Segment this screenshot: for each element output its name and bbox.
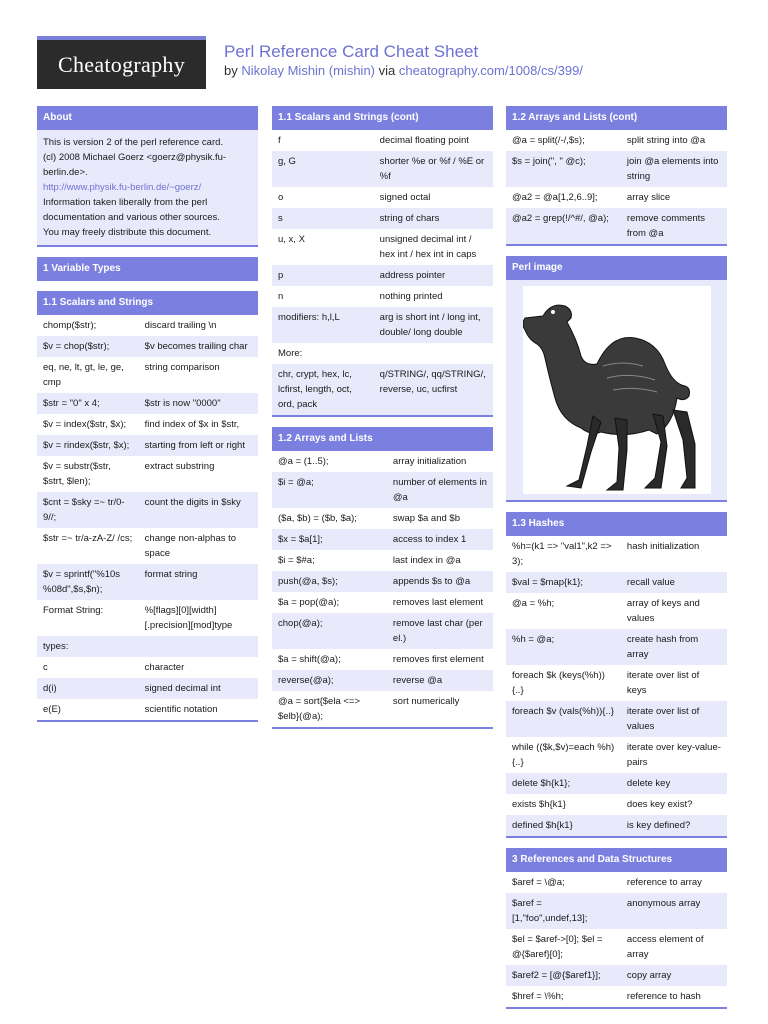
table-row [506, 665, 727, 701]
row-description: decimal floating point [379, 135, 469, 146]
table-row [272, 364, 493, 415]
table-row [37, 336, 258, 357]
arrays-cont-title: 1.2 Arrays and Lists (cont) [506, 106, 727, 130]
row-key: $v = chop($str); [43, 341, 110, 352]
row-key: reverse(@a); [278, 675, 334, 686]
author-link[interactable]: Nikolay Mishin (mishin) [241, 63, 375, 78]
table-row [37, 699, 258, 720]
row-description: iterate over list of keys [626, 670, 700, 696]
table-row [37, 528, 258, 564]
row-key: $str =~ tr/a-zA-Z/ /cs; [43, 533, 133, 544]
row-description: arg is short int / long int, double/ long double [379, 312, 481, 338]
row-description: does key exist? [626, 799, 693, 810]
column-3 [506, 106, 727, 1019]
arrays-cont-section [506, 106, 727, 246]
row-description: iterate over list of values [626, 706, 700, 732]
row-description: array of keys and values [626, 598, 700, 624]
table-row [272, 208, 493, 229]
table-row [272, 343, 493, 364]
scalars-cont-section [272, 106, 493, 417]
about-line: This is version 2 of the perl reference card. [43, 137, 224, 148]
row-key: chomp($str); [43, 320, 97, 331]
row-key: $val = $map{k1}; [512, 577, 584, 588]
table-row [37, 600, 258, 636]
row-key: foreach $k (keys(%h)){..} [512, 670, 605, 696]
row-description: starting from left or right [144, 440, 245, 451]
about-line: Information taken liberally from the perl documentation and various other sources. [43, 197, 220, 223]
table-row [506, 187, 727, 208]
row-description: reference to array [626, 877, 702, 888]
row-key: $i = $#a; [278, 555, 315, 566]
table-row [37, 414, 258, 435]
row-description: character [144, 662, 185, 673]
column-1 [37, 106, 258, 732]
row-description: %[flags][0][width][.precision][mod]type [144, 605, 233, 631]
row-description: format string [144, 569, 198, 580]
row-description: extract substring [144, 461, 215, 472]
row-key: $aref = \@a; [512, 877, 565, 888]
table-row [37, 678, 258, 699]
scalars-cont-table [272, 130, 493, 415]
table-row [272, 265, 493, 286]
camel-icon [523, 286, 711, 494]
row-description: hash initialization [626, 541, 700, 552]
table-row [272, 508, 493, 529]
scalars-title: 1.1 Scalars and Strings [37, 291, 258, 315]
references-section [506, 848, 727, 1009]
row-description: address pointer [379, 270, 446, 281]
row-description: last index in @a [392, 555, 461, 566]
row-key: $a = shift(@a); [278, 654, 341, 665]
row-key: foreach $v (vals(%h)){..} [512, 706, 614, 717]
table-row [37, 564, 258, 600]
row-key: u, x, X [278, 234, 305, 245]
row-description: reverse @a [392, 675, 443, 686]
about-line: You may freely distribute this document. [43, 227, 212, 238]
row-key: ($a, $b) = ($b, $a); [278, 513, 357, 524]
about-line: (cl) 2008 Michael Goerz <goerz@physik.fu-berlin.de>. [43, 152, 227, 178]
row-description: q/STRING/, qq/STRING/, reverse, uc, ucfirst [379, 369, 486, 395]
row-key: while (($k,$v)=each %h){..} [512, 742, 615, 768]
row-description: discard trailing \n [144, 320, 217, 331]
variable-types-section [37, 257, 258, 281]
table-row [506, 572, 727, 593]
row-description [374, 343, 493, 364]
row-key: p [278, 270, 284, 281]
scalars-section [37, 291, 258, 722]
table-row [37, 657, 258, 678]
row-description: is key defined? [626, 820, 691, 831]
row-description: array initialization [392, 456, 467, 467]
table-row [272, 451, 493, 472]
row-description: nothing printed [379, 291, 443, 302]
arrays-table [272, 451, 493, 727]
hashes-section [506, 512, 727, 838]
row-key: push(@a, $s); [278, 576, 338, 587]
table-row [506, 629, 727, 665]
row-key: n [278, 291, 284, 302]
row-description: split string into @a [626, 135, 706, 146]
row-description: removes first element [392, 654, 484, 665]
row-description: anonymous array [626, 898, 701, 909]
row-key: e(E) [43, 704, 61, 715]
cheatography-logo[interactable]: Cheatography [37, 36, 206, 89]
row-description: scientific notation [144, 704, 218, 715]
row-key: %h = @a; [512, 634, 555, 645]
table-row [272, 613, 493, 649]
table-row [272, 229, 493, 265]
row-description: delete key [626, 778, 671, 789]
row-key: @a = (1..5); [278, 456, 329, 467]
row-key: %h=(k1 => "val1",k2 => 3); [512, 541, 612, 567]
row-description: copy array [626, 970, 672, 981]
arrays-cont-table [506, 130, 727, 244]
table-row [37, 393, 258, 414]
table-row [272, 286, 493, 307]
table-row [506, 773, 727, 794]
about-section [37, 106, 258, 247]
table-row [506, 208, 727, 244]
arrays-title: 1.2 Arrays and Lists [272, 427, 493, 451]
column-2 [272, 106, 493, 739]
table-row [506, 965, 727, 986]
row-description: remove last char (per el.) [392, 618, 483, 644]
row-key: $aref2 = [@{$aref1}]; [512, 970, 601, 981]
via-word: via [378, 63, 396, 78]
table-row [272, 649, 493, 670]
row-description: count the digits in $sky [144, 497, 241, 508]
row-key: $el = $aref->[0]; $el = @{$aref}[0]; [512, 934, 603, 960]
row-key: $v = rindex($str, $x); [43, 440, 130, 451]
table-row [272, 307, 493, 343]
table-row [506, 151, 727, 187]
by-word: by [224, 63, 238, 78]
row-description: access to index 1 [392, 534, 467, 545]
table-row [37, 456, 258, 492]
table-row [506, 130, 727, 151]
row-key: delete $h{k1}; [512, 778, 571, 789]
row-description: signed decimal int [144, 683, 221, 694]
row-key: $i = @a; [278, 477, 314, 488]
table-row [506, 794, 727, 815]
table-row [272, 571, 493, 592]
row-description: find index of $x in $str, [144, 419, 240, 430]
row-description: swap $a and $b [392, 513, 460, 524]
sheet-url-link[interactable]: cheatography.com/1008/cs/399/ [398, 63, 583, 78]
row-key: $aref = [1,"foo",undef,13]; [512, 898, 588, 924]
row-key: c [43, 662, 48, 673]
row-key: chr, crypt, hex, lc, lcfirst, length, oct, ord, pack [278, 369, 352, 410]
hashes-table [506, 536, 727, 836]
row-description: access element of array [626, 934, 704, 960]
table-row [272, 151, 493, 187]
perl-image-section [506, 256, 727, 502]
byline [224, 63, 583, 78]
row-key: modifiers: h,l,L [278, 312, 340, 323]
row-key: @a = %h; [512, 598, 555, 609]
table-row [272, 550, 493, 571]
row-description: removes last element [392, 597, 484, 608]
arrays-section [272, 427, 493, 729]
table-row [506, 701, 727, 737]
row-key: exists $h{k1} [512, 799, 566, 810]
row-key: $href = \%h; [512, 991, 564, 1002]
row-key: o [278, 192, 284, 203]
row-key: $str = "0" x 4; [43, 398, 100, 409]
row-key: @a2 = @a[1,2,6..9]; [512, 192, 598, 203]
scalars-cont-title: 1.1 Scalars and Strings (cont) [272, 106, 493, 130]
row-key: $s = join(", " @c); [512, 156, 586, 167]
row-description [139, 636, 258, 657]
table-row [506, 737, 727, 773]
row-key: @a2 = grep(!/^#/, @a); [512, 213, 609, 224]
row-key: $v = sprintf("%10s %08d",$s,$n); [43, 569, 121, 595]
row-key: $v = substr($str, $strt, $len); [43, 461, 111, 487]
row-description: remove comments from @a [626, 213, 706, 239]
row-description: iterate over key-value-pairs [626, 742, 721, 768]
table-row [506, 893, 727, 929]
table-row [272, 130, 493, 151]
row-key: eq, ne, lt, gt, le, ge, cmp [43, 362, 124, 388]
row-key: f [278, 135, 281, 146]
table-row [37, 636, 258, 657]
page-title: Perl Reference Card Cheat Sheet [224, 42, 479, 61]
table-row [272, 670, 493, 691]
row-description: $str is now "0000" [144, 398, 221, 409]
row-description: array slice [626, 192, 671, 203]
table-row [272, 472, 493, 508]
row-key: $x = $a[1]; [278, 534, 323, 545]
row-description: appends $s to @a [392, 576, 471, 587]
row-key: types: [43, 641, 69, 652]
about-title: About [37, 106, 258, 130]
row-key: $a = pop(@a); [278, 597, 340, 608]
row-description: join @a elements into string [626, 156, 719, 182]
row-description: change non-alphas to space [144, 533, 237, 559]
table-row [506, 815, 727, 836]
row-key: s [278, 213, 283, 224]
scalars-table [37, 315, 258, 720]
row-key: d(i) [43, 683, 57, 694]
row-description: string of chars [379, 213, 440, 224]
row-description: recall value [626, 577, 675, 588]
table-row [272, 529, 493, 550]
row-description: create hash from array [626, 634, 699, 660]
hashes-title: 1.3 Hashes [506, 512, 727, 536]
row-description: reference to hash [626, 991, 701, 1002]
table-row [37, 435, 258, 456]
references-table [506, 872, 727, 1007]
table-row [272, 592, 493, 613]
table-row [272, 691, 493, 727]
table-row [37, 492, 258, 528]
table-row [37, 315, 258, 336]
table-row [506, 986, 727, 1007]
table-row [506, 536, 727, 572]
row-key: chop(@a); [278, 618, 323, 629]
row-description: number of elements in @a [392, 477, 487, 503]
row-description: string comparison [144, 362, 220, 373]
references-title: 3 References and Data Structures [506, 848, 727, 872]
row-key: g, G [278, 156, 296, 167]
row-description: shorter %e or %f / %E or %f [379, 156, 485, 182]
row-key: $v = index($str, $x); [43, 419, 127, 430]
table-row [506, 929, 727, 965]
about-body [37, 130, 258, 247]
row-key: More: [278, 348, 303, 359]
table-row [506, 593, 727, 629]
row-description: unsigned decimal int / hex int / hex int in caps [379, 234, 477, 260]
about-link[interactable]: http://www.physik.fu-berlin.de/~goerz/ [43, 182, 202, 193]
row-description: $v becomes trailing char [144, 341, 248, 352]
row-description: sort numerically [392, 696, 460, 707]
perl-image-title: Perl image [506, 256, 727, 280]
row-key: defined $h{k1} [512, 820, 573, 831]
row-key: @a = sort{$ela <=> $elb}(@a); [278, 696, 361, 722]
table-row [272, 187, 493, 208]
row-key: Format String: [43, 605, 104, 616]
row-key: $cnt = $sky =~ tr/0-9//; [43, 497, 125, 523]
variable-types-title: 1 Variable Types [37, 257, 258, 281]
row-key: @a = split(/-/,$s); [512, 135, 585, 146]
row-description: signed octal [379, 192, 431, 203]
table-row [506, 872, 727, 893]
table-row [37, 357, 258, 393]
